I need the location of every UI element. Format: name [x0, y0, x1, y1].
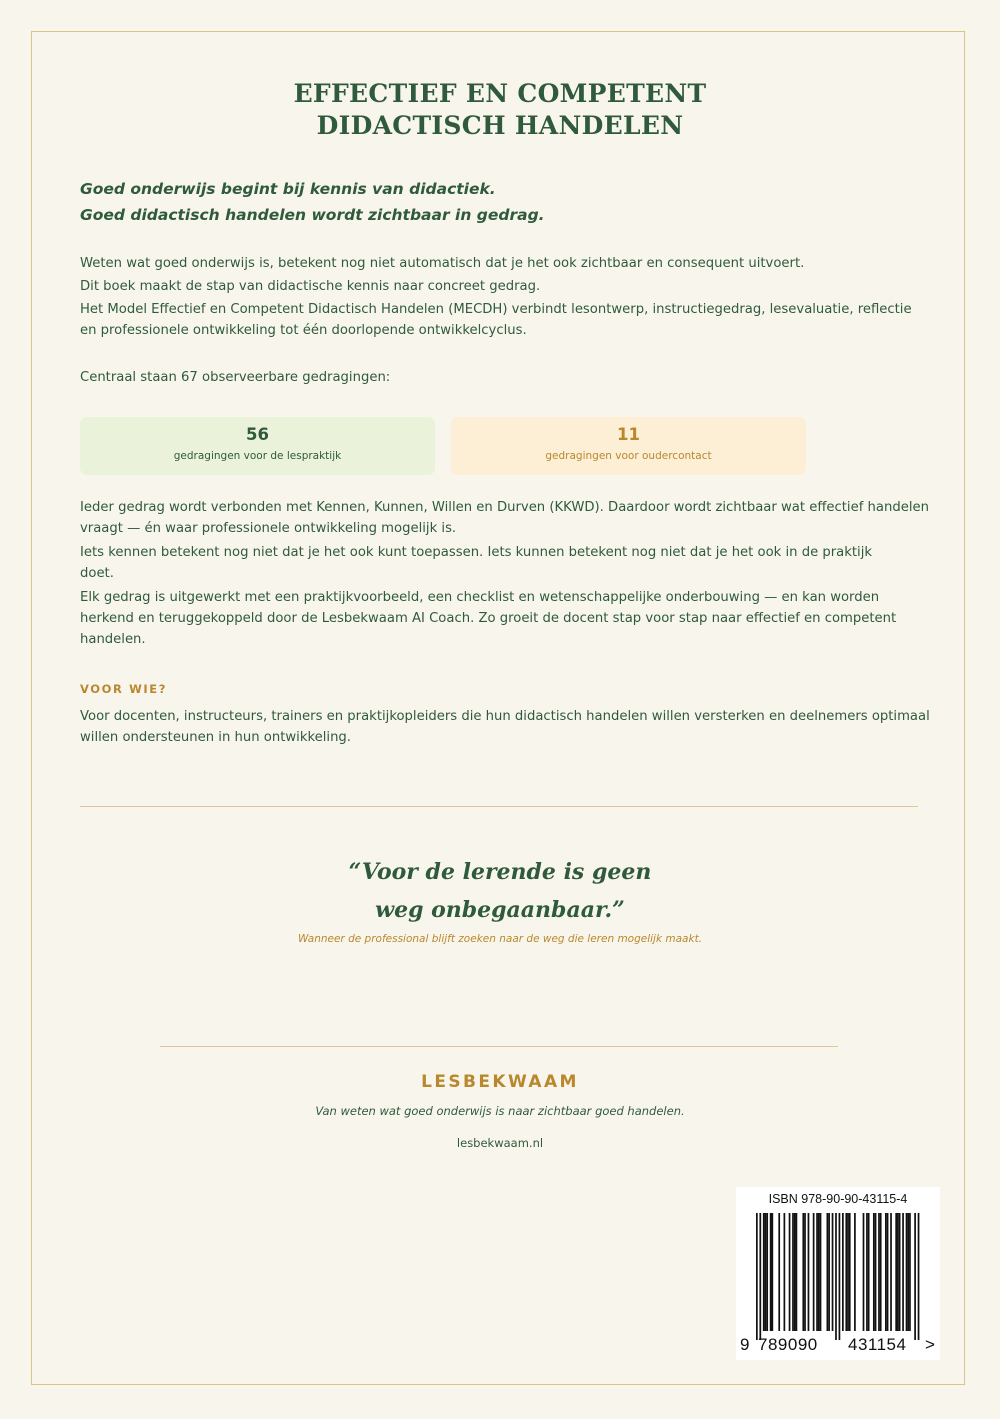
barcode-bar [887, 1213, 889, 1331]
quote [0, 853, 1000, 929]
stat-parents-value: 11 [617, 425, 640, 444]
brand-tagline: Van weten wat goed onderwijs is naar zichtbaar goed handelen. [315, 1104, 685, 1118]
isbn-left-group: 789090 [758, 1335, 818, 1354]
intro-paragraph-3: Het Model Effectief en Competent Didactisch Handelen (MECDH) verbindt lesontwerp, instructiegedrag, lesevaluatie, reflectie en professionele ontwikkeling tot één doorlopende ontwikkelcyclus. [80, 302, 912, 338]
barcode-bar [880, 1213, 882, 1331]
barcode-bar [827, 1213, 829, 1331]
barcode-bar [885, 1213, 887, 1331]
barcode-bar [842, 1213, 844, 1331]
tagline-line-1: Goed onderwijs begint bij kennis van didactiek. [80, 180, 496, 198]
isbn-right-group: 431154 [848, 1335, 907, 1354]
stat-card-practice [80, 417, 435, 475]
intro-paragraph-1: Weten wat goed onderwijs is, betekent nog niet automatisch dat je het ook zichtbaar en consequent uitvoert. [80, 256, 805, 271]
barcode-bar [828, 1213, 830, 1331]
barcode-bar [866, 1213, 868, 1331]
barcode-bar [820, 1213, 822, 1331]
title-line-1: EFFECTIEF EN COMPETENT [293, 79, 707, 108]
barcode-bar [792, 1213, 794, 1331]
brand-url[interactable]: lesbekwaam.nl [456, 1136, 544, 1150]
barcode-bar [895, 1213, 897, 1331]
quote-line-1: “Voor de lerende is geen [348, 859, 652, 885]
barcode-bar [899, 1213, 901, 1331]
barcode-bar [847, 1213, 849, 1331]
barcode-bar [778, 1213, 780, 1331]
barcode-bar [835, 1213, 837, 1340]
intro-block [80, 253, 930, 341]
barcode-bar [897, 1213, 899, 1331]
page-title [0, 78, 1000, 142]
divider-upper [80, 806, 918, 807]
barcode-bar [906, 1213, 908, 1331]
barcode-bar [759, 1213, 761, 1340]
brand-name: LESBEKWAAM [421, 1072, 579, 1092]
barcode-bar [854, 1213, 856, 1331]
barcode-bar [907, 1213, 909, 1331]
tagline [80, 176, 920, 228]
details-block [80, 497, 930, 650]
intro-paragraph-2: Dit boek maakt de stap van didactische kennis naar concreet gedrag. [80, 279, 541, 294]
barcode-bar [756, 1213, 758, 1340]
barcode-bar [765, 1213, 767, 1331]
barcode-bar [770, 1213, 772, 1331]
barcode-bar [845, 1213, 847, 1331]
barcode-bar [794, 1213, 796, 1331]
barcode-bar [808, 1213, 810, 1331]
central-statement: Centraal staan 67 observeerbare gedragingen: [80, 370, 391, 385]
barcode-bar [909, 1213, 911, 1331]
barcode-bar [878, 1213, 880, 1331]
barcode-bar [796, 1213, 798, 1331]
isbn-first-digit: 9 [740, 1335, 750, 1354]
title-line-2: DIDACTISCH HANDELEN [316, 111, 684, 140]
audience-heading: VOOR WIE? [80, 682, 167, 696]
barcode-bar [863, 1213, 865, 1331]
barcode-bar [875, 1213, 877, 1331]
divider-lower [160, 1046, 838, 1047]
isbn-label: ISBN 978-90-90-43115-4 [768, 1192, 908, 1206]
quote-line-2: weg onbegaanbaar.” [375, 897, 625, 923]
stat-parents-label: gedragingen voor oudercontact [545, 450, 712, 462]
barcode-bar [771, 1213, 773, 1331]
barcode-bar [802, 1213, 804, 1331]
barcode-bar [804, 1213, 806, 1331]
stat-practice-label: gedragingen voor de lespraktijk [173, 450, 342, 462]
stat-practice-value: 56 [246, 425, 269, 444]
barcode-bar [766, 1213, 768, 1331]
barcode-bar [914, 1213, 916, 1340]
barcode-bar [873, 1213, 875, 1331]
barcode-bar [902, 1213, 904, 1331]
tagline-line-2: Goed didactisch handelen wordt zichtbaar in gedrag. [80, 206, 545, 224]
barcode-bar [890, 1213, 892, 1331]
quote-subtitle: Wanneer de professional blijft zoeken naar de weg die leren mogelijk maakt. [297, 933, 703, 945]
audience-text: Voor docenten, instructeurs, trainers en praktijkopleiders die hun didactisch handelen willen versterken en deelnemers optimaal willen ondersteunen in hun ontwikkeling. [80, 709, 930, 745]
barcode-bar [816, 1213, 818, 1331]
barcode-bar [832, 1213, 834, 1331]
details-paragraph-3: Elk gedrag is uitgewerkt met een praktijkvoorbeeld, een checklist en wetenschappelijke onderbouwing — en kan worden herkend en teruggekoppeld door de Lesbekwaam AI Coach. Zo groeit de docent stap voor stap naar effectief en competent handelen. [80, 590, 897, 647]
stat-card-parents [451, 417, 806, 475]
barcode-bar [789, 1213, 791, 1331]
barcode-bar [784, 1213, 786, 1331]
details-paragraph-1: Ieder gedrag wordt verbonden met Kennen, Kunnen, Willen en Durven (KKWD). Daardoor wordt zichtbaar wat effectief handelen vraagt — én waar professionele ontwikkeling mogelijk is. [80, 500, 929, 536]
barcode-bar [918, 1213, 920, 1340]
barcode-bar [849, 1213, 851, 1331]
barcode-bar [818, 1213, 820, 1331]
barcode-bar [763, 1213, 765, 1331]
barcode-bar [813, 1213, 815, 1331]
barcode-bar [839, 1213, 841, 1340]
isbn-quiet-mark: > [925, 1335, 936, 1354]
details-paragraph-2: Iets kennen betekent nog niet dat je het ook kunt toepassen. Iets kunnen betekent nog niet dat je het ook in de praktijk doet. [80, 545, 873, 581]
barcode-bar [868, 1213, 870, 1331]
